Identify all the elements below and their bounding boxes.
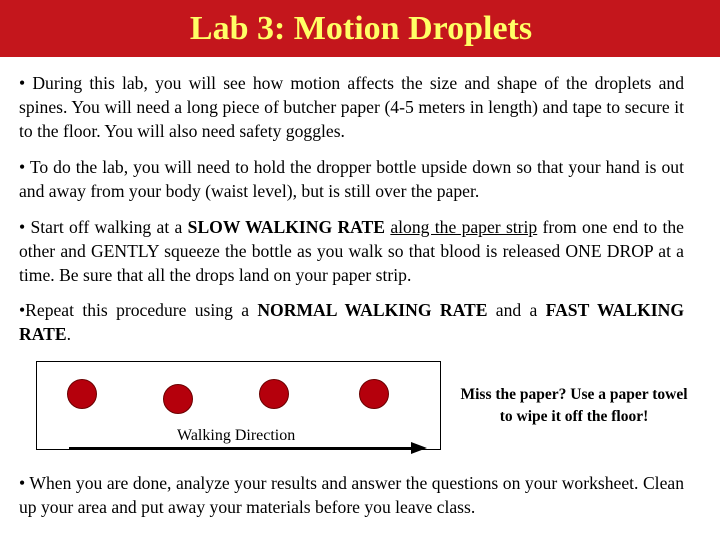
title-bar bbox=[0, 0, 720, 57]
bullet-hold-bottle: • To do the lab, you will need to hold the dropper bottle upside down so that your hand is out and away from your body (waist level), but is still over the paper. bbox=[19, 157, 684, 201]
droplet-diagram bbox=[36, 361, 441, 450]
bullet-repeat-text-2: and a bbox=[487, 300, 546, 320]
droplet-1 bbox=[67, 379, 97, 409]
walking-direction-arrow-head bbox=[411, 442, 427, 454]
along-paper-strip: along the paper strip bbox=[390, 217, 538, 237]
bullet-slow-walk bbox=[19, 215, 684, 287]
bullet-repeat-text-1: •Repeat this procedure using a bbox=[19, 300, 258, 320]
droplet-3 bbox=[259, 379, 289, 409]
spill-note: Miss the paper? Use a paper towel to wipe it off the floor! bbox=[460, 386, 688, 425]
normal-walking-rate: NORMAL WALKING RATE bbox=[257, 300, 488, 320]
page-title: Lab 3: Motion Droplets bbox=[189, 9, 533, 47]
bullet-repeat-text-3: . bbox=[66, 324, 71, 344]
bullet-materials: • During this lab, you will see how motion affects the size and shape of the droplets and spines. You will need a long piece of butcher paper (4-5 meters in length) and tape to secure it to the floor. You will also need safety goggles. bbox=[19, 73, 684, 141]
fast-walking-rate: FAST WALKING RATE bbox=[19, 300, 685, 344]
walking-direction-label: Walking Direction bbox=[177, 427, 296, 444]
bullet-slow-walk-text-1: • Start off walking at a bbox=[19, 217, 188, 237]
bullet-repeat bbox=[19, 298, 684, 346]
droplet-4 bbox=[359, 379, 389, 409]
droplet-2 bbox=[163, 384, 193, 414]
bullet-finish: • When you are done, analyze your results and answer the questions on your worksheet. Clean up your area and put away your materials before you leave class. bbox=[19, 473, 684, 517]
walking-direction-arrow-line bbox=[69, 447, 414, 450]
slow-walking-rate: SLOW WALKING RATE bbox=[187, 217, 386, 237]
bullet-slow-walk-text-2: from one end to the other and GENTLY squeeze the bottle as you walk so that blood is released ONE DROP at a time. Be sure that all the drops land on your paper strip. bbox=[19, 217, 684, 285]
